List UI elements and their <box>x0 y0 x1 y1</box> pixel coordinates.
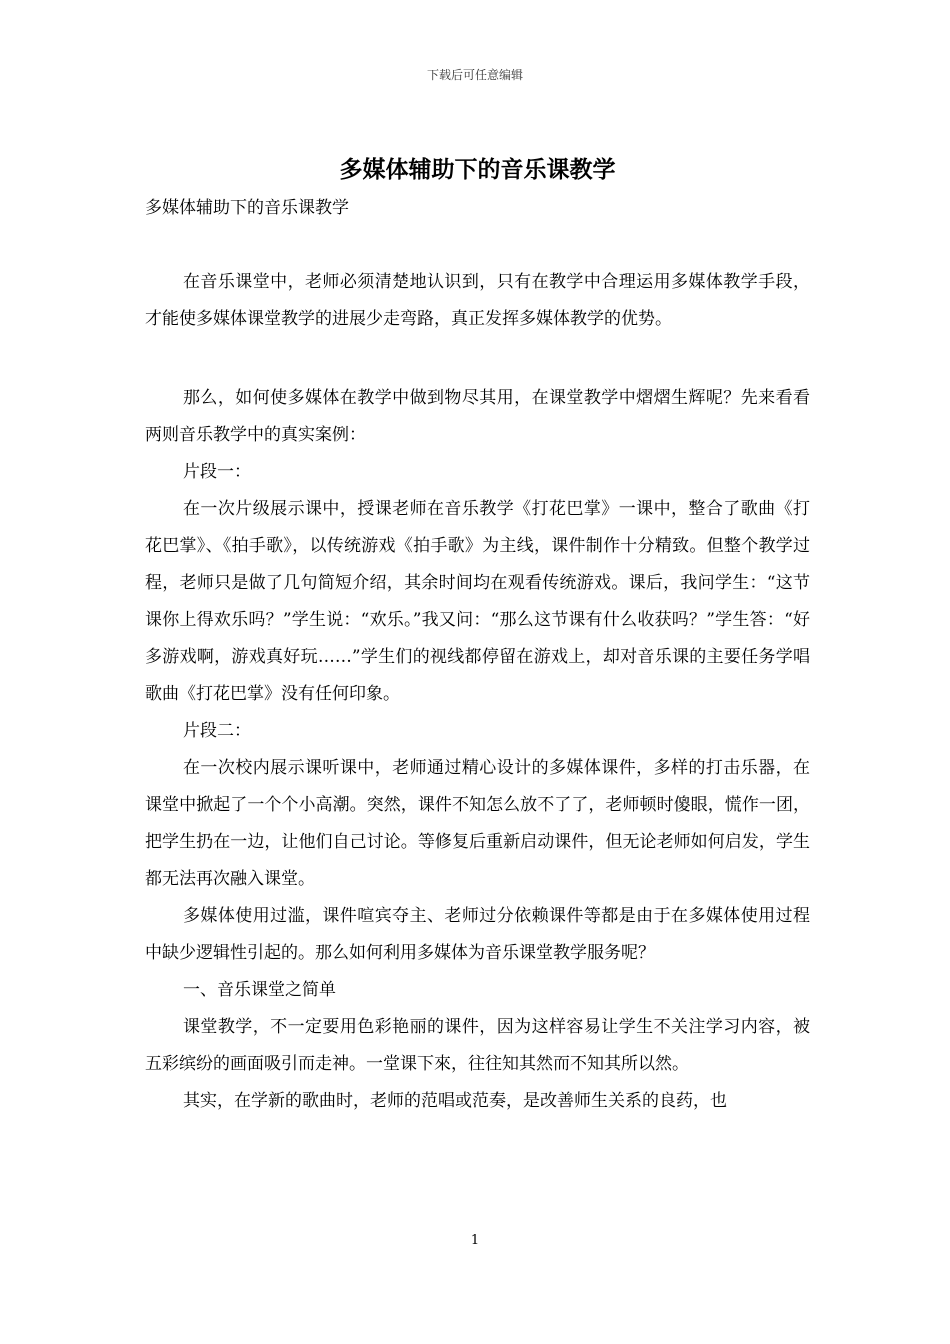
paragraph-case-two: 在一次校内展示课听课中，老师通过精心设计的多媒体课件，多样的打击乐器，在课堂中掀起了一个个小高潮。突然，课件不知怎么放不了了，老师顿时傻眼，慌作一团，把学生扔在一边，让他们自己讨论。等修复后重新启动课件，但无论老师如何启发，学生都无法再次融入课堂。 <box>145 758 810 889</box>
paragraph-case-two-label: 片段二： <box>183 721 251 741</box>
document-body <box>145 150 810 1120</box>
paragraph-intro: 在音乐课堂中，老师必须清楚地认识到，只有在教学中合理运用多媒体教学手段，才能使多媒体课堂教学的进展少走弯路，真正发挥多媒体教学的优势。 <box>145 272 810 329</box>
paragraph-demonstration: 其实，在学新的歌曲时，老师的范唱或范奏，是改善师生关系的良药，也 <box>183 1091 727 1111</box>
page-header: 下载后可任意编辑 <box>426 68 523 82</box>
blank-line <box>145 222 810 264</box>
section-heading-simple: 一、音乐课堂之简单 <box>183 980 336 1000</box>
page-number: 1 <box>470 1233 480 1248</box>
paragraph-case-one-label: 片段一： <box>183 462 251 482</box>
blank-line <box>145 338 810 380</box>
document-subtitle: 多媒体辅助下的音乐课教学 <box>145 198 349 218</box>
document-title: 多媒体辅助下的音乐课教学 <box>339 157 616 183</box>
paragraph-question: 那么，如何使多媒体在教学中做到物尽其用，在课堂教学中熠熠生辉呢？先来看看两则音乐教学中的真实案例： <box>145 388 810 445</box>
paragraph-case-one: 在一次片级展示课中，授课老师在音乐教学《打花巴掌》一课中，整合了歌曲《打花巴掌》、《拍手歌》，以传统游戏《拍手歌》为主线，课件制作十分精致。但整个教学过程，老师只是做了几句简短介绍，其余时间均在观看传统游戏。课后，我问学生：“这节课你上得欢乐吗？”学生说：“欢乐。”我又问：“那么这节课有什么收获吗？”学生答：“好多游戏啊，游戏真好玩……”学生们的视线都停留在游戏上，却对音乐课的主要任务学唱歌曲《打花巴掌》没有任何印象。 <box>145 499 810 704</box>
paragraph-simple: 课堂教学，不一定要用色彩艳丽的课件，因为这样容易让学生不关注学习内容，被五彩缤纷的画面吸引而走神。一堂课下來，往往知其然而不知其所以然。 <box>145 1017 810 1074</box>
paragraph-analysis: 多媒体使用过滥，课件喧宾夺主、老师过分依赖课件等都是由于在多媒体使用过程中缺少逻辑性引起的。那么如何利用多媒体为音乐课堂教学服务呢？ <box>145 906 810 963</box>
